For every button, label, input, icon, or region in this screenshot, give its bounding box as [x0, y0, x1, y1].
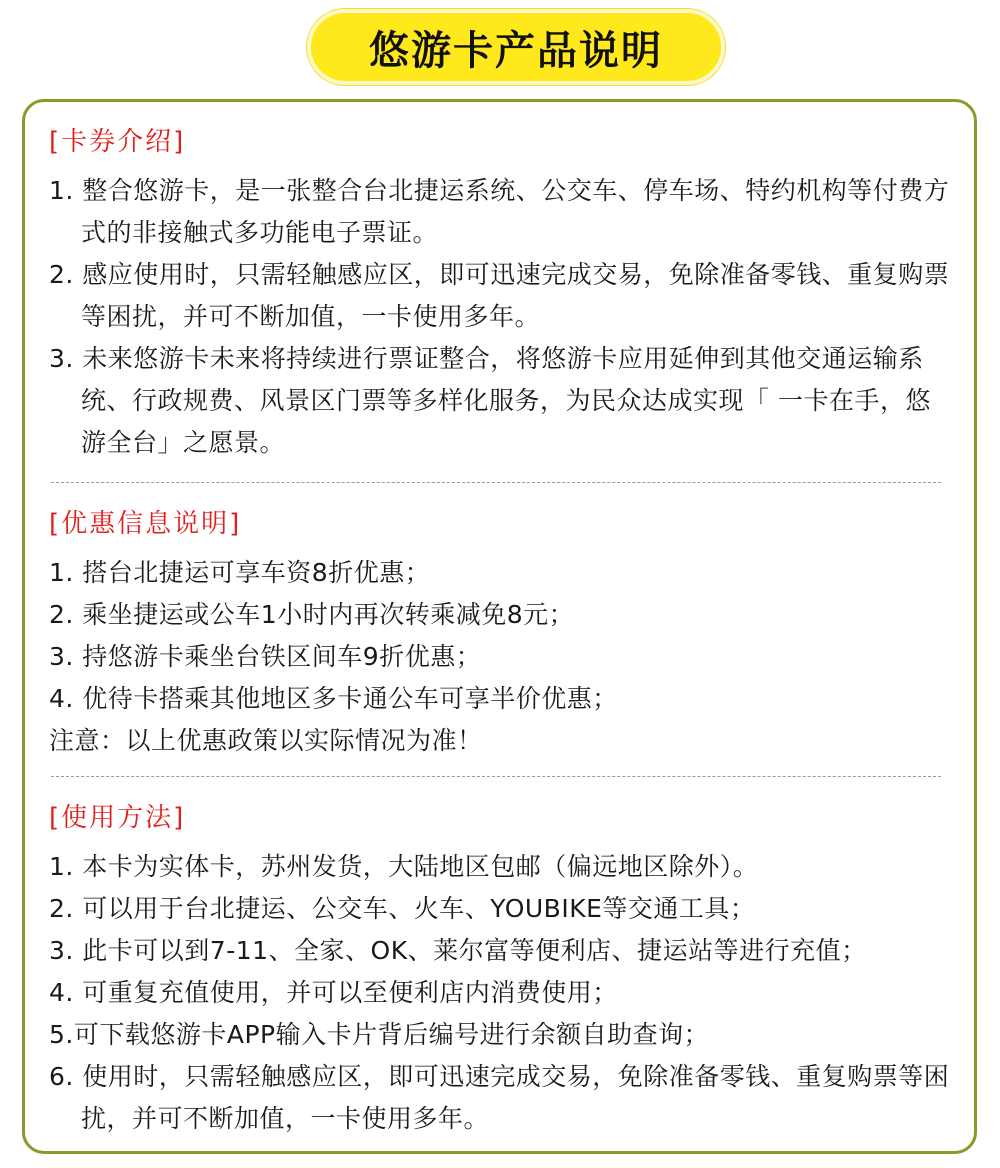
list-item: 1. 搭台北捷运可享车资8折优惠；	[49, 558, 431, 587]
title-banner	[307, 9, 725, 85]
page-title: 悠游卡产品说明	[369, 27, 663, 74]
section-heading: [使用方法]	[49, 803, 186, 833]
section-heading: [优惠信息说明]	[49, 509, 242, 539]
list-item: 3. 持悠游卡乘坐台铁区间车9折优惠；	[49, 642, 482, 671]
list-item: 5.可下载悠游卡APP输入卡片背后编号进行余额自助查询；	[49, 1020, 710, 1049]
discount-note: 注意：以上优惠政策以实际情况为准！	[49, 726, 483, 755]
section-divider	[51, 776, 941, 777]
list-item: 2. 感应使用时，只需轻触感应区，即可迅速完成交易，免除准备零钱、重复购票等困扰，并可不断加值，一卡使用多年。	[49, 260, 950, 331]
section-card-intro	[49, 124, 954, 464]
list-item: 2. 乘坐捷运或公车1小时内再次转乘减免8元；	[49, 600, 575, 629]
section-divider	[51, 482, 941, 483]
section-heading: [卡券介绍]	[49, 127, 186, 157]
list-item: 1. 整合悠游卡，是一张整合台北捷运系统、公交车、停车场、特约机构等付费方式的非接触式多功能电子票证。	[49, 176, 950, 247]
list-item: 4. 优待卡搭乘其他地区多卡通公车可享半价优惠；	[49, 684, 618, 713]
list-item: 2. 可以用于台北捷运、公交车、火车、YOUBIKE等交通工具；	[49, 894, 756, 923]
section-usage	[49, 800, 954, 1140]
list-item: 3. 未来悠游卡未来将持续进行票证整合，将悠游卡应用延伸到其他交通运输系统、行政规费、风景区门票等多样化服务，为民众达成实现「 一卡在手，悠游全台」之愿景。	[49, 344, 931, 457]
info-card	[22, 99, 977, 1154]
list-item: 1. 本卡为实体卡，苏州发货，大陆地区包邮（偏远地区除外）。	[49, 852, 759, 881]
section-discount-info	[49, 506, 954, 762]
list-item: 6. 使用时，只需轻触感应区，即可迅速完成交易，免除准备零钱、重复购票等困扰，并可不断加值，一卡使用多年。	[49, 1062, 950, 1133]
list-item: 3. 此卡可以到7-11、全家、OK、莱尔富等便利店、捷运站等进行充值；	[49, 936, 867, 965]
list-item: 4. 可重复充值使用，并可以至便利店内消费使用；	[49, 978, 618, 1007]
